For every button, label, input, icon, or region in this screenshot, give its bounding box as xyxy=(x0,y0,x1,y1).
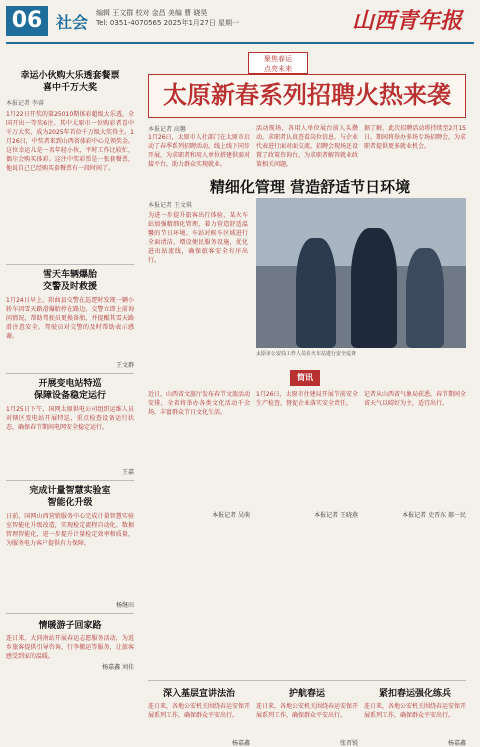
kicker-box: 聚焦春运 点亮未来 xyxy=(248,52,308,74)
article-body: 日前，国网山西营销服务中心完成计量智慧实验室智能化升级改造，实现检定流程自动化、数据管理智能化，进一步提升计量检定效率和质量，为服务电力客户提供有力保障。 xyxy=(6,513,134,547)
footer-title: 深入基层宣讲法治 xyxy=(162,689,235,699)
divider xyxy=(6,613,134,614)
main-body-3: 据了解，此次招聘活动将持续至2月15日，期间将举办多场专场招聘会，为求职者提供更多就业机会。 xyxy=(364,125,467,150)
newspaper-logo: 山西青年报 xyxy=(351,8,462,34)
photo-person xyxy=(406,248,444,348)
main-headline: 太原新春系列招聘火热来袭 xyxy=(148,74,466,118)
article-substation xyxy=(6,378,134,476)
section-title: 社会 xyxy=(56,13,89,32)
photo-caption: 太原市公安局工作人员在火车站进行安全巡查 xyxy=(256,351,357,357)
article-body: 连日来，大同南站开展春运志愿服务活动，为返乡旅客提供引导咨询、行李搬运等服务，让旅客感受到家的温暖。 xyxy=(6,635,134,660)
footer-body: 连日来，各地公安机关围绕春运安保开展系列工作，确保群众平安出行。 xyxy=(148,703,251,719)
masthead-meta xyxy=(96,8,239,28)
article-title: 情暖游子回家路 xyxy=(38,621,102,631)
divider xyxy=(6,373,134,374)
footer-title: 紧扣春运强化练兵 xyxy=(378,689,451,699)
masthead xyxy=(0,0,480,46)
article-body: 1月24日早上，阳曲县交警在巡逻时发现一辆小轿车因雪天路滑爆胎停在路边。交警立即上前询问情况，帮助驾驶员更换备胎，并提醒其雪天路滑注意安全。驾驶员对交警的及时帮助表示感谢。 xyxy=(6,297,134,340)
footer-sign: 张晋锐 xyxy=(339,740,358,747)
footer-article xyxy=(256,686,358,747)
main-article xyxy=(148,124,466,171)
photo-person xyxy=(296,238,336,348)
brief-sign: 本报记者 吴萌 xyxy=(212,512,250,519)
meta-editors: 编辑 王文群 校对 金昌 美编 曹 晓昊 xyxy=(96,9,208,17)
brief-col xyxy=(256,390,358,519)
brief-section xyxy=(148,390,466,519)
footer-sign: 杨嘉鑫 xyxy=(231,740,250,747)
article-body: 1月22日开奖的第25010期体彩超级大乐透，全国开出一等奖6注。其中太原市一位购彩者喜中千万大奖，成为2025年首位千万级大奖得主。1月26日，中奖者来到山西省体彩中心兑领奖金。这位幸运儿是一名年轻小伙，平时工作比较忙，偶尔会购买体彩。这注中奖彩票是一张套餐票，他说自己已经购买套餐票有一段时间了。 xyxy=(6,111,134,172)
sub-headline: 精细化管理 营造舒适节日环境 xyxy=(209,178,411,196)
article-title: 完成计量智慧实验室 智能化升级 xyxy=(29,486,111,508)
article-homecoming xyxy=(6,618,134,671)
footer-body: 连日来，各地公安机关围绕春运安保开展系列工作，确保群众平安出行。 xyxy=(364,703,467,719)
footer-sign: 杨嘉鑫 xyxy=(447,740,466,747)
article-lottery xyxy=(6,48,134,260)
article-rescue xyxy=(6,269,134,369)
news-photo xyxy=(256,198,466,348)
article-sign: 杨嘉鑫 刘佳 xyxy=(102,664,134,671)
article-sign: 王文群 xyxy=(115,362,134,369)
brief-body: 1月26日，太原市住建局开展节前安全生产检查，督促企业落实安全责任。 xyxy=(256,391,358,407)
main-body-1: 1月26日，太原市人社部门在太原市启动了春季系列招聘活动。线上线下同步开展，为求职者和用人单位搭建供需对接平台，助力群众实现就业。 xyxy=(148,134,251,168)
brief-sign: 本报记者 史晋东 郝一民 xyxy=(402,512,466,519)
article-byline: 本报记者 李睿 xyxy=(6,100,44,107)
sub-article xyxy=(148,200,248,371)
article-body: 1月25日下午，国网太原供电公司组织运维人员对辖区变电站开展特巡，重点检查设备运行状态，确保春节期间电网安全稳定运行。 xyxy=(6,406,134,431)
divider xyxy=(6,264,134,265)
footer-articles xyxy=(148,686,466,747)
right-area xyxy=(140,48,474,747)
article-sign: 王嘉 xyxy=(121,469,134,476)
brief-body: 近日，山西省文旅厅发布春节文旅活动安排，全省将举办各类文化活动千余场，丰富群众节日文化生活。 xyxy=(148,391,251,416)
footer-article xyxy=(364,686,466,747)
main-col-1 xyxy=(148,124,250,171)
divider xyxy=(6,480,134,481)
left-column xyxy=(6,48,134,738)
article-sign: 杨继田 xyxy=(115,602,134,609)
brief-col xyxy=(148,390,250,519)
article-lab xyxy=(6,485,134,609)
footer-divider xyxy=(148,680,466,681)
brief-body: 记者从山西省气象局获悉，春节期间全省天气以晴好为主，适宜出行。 xyxy=(364,391,467,407)
brief-sign: 本报记者 王晓燕 xyxy=(314,512,358,519)
main-body-2: 活动现场，各用人单位展台前人头攒动，求职者认真查看岗位信息，与企业代表进行面对面交流。招聘会现场还设置了政策咨询台，为求职者解答就业政策相关问题。 xyxy=(256,125,359,168)
article-title: 开展变电站特巡 保障设备稳定运行 xyxy=(33,379,106,401)
main-col-3 xyxy=(364,124,466,171)
meta-date: Tel: 0351-4070565 2025年1月27日 星期一 xyxy=(96,19,240,27)
photo-person xyxy=(351,228,397,348)
page-number: 06 xyxy=(6,6,48,36)
footer-body: 连日来，各地公安机关围绕春运安保开展系列工作，确保群众平安出行。 xyxy=(256,703,359,719)
article-title: 幸运小伙购大乐透套餐票 喜中千万大奖 xyxy=(20,71,120,93)
brief-badge: 简讯 xyxy=(290,370,320,386)
footer-article xyxy=(148,686,250,747)
article-title: 雪天车辆爆胎 交警及时救援 xyxy=(42,270,97,292)
main-byline: 本报记者 高馨 xyxy=(148,126,186,133)
sub-body: 为进一步提升旅客出行体验，某火车站加强精细化管理，着力营造舒适温馨的节日环境。车站对候车区域进行全面清洁，增设便民服务设施，优化进出站流线，确保旅客安全有序出行。 xyxy=(148,212,248,264)
brief-col xyxy=(364,390,466,519)
main-col-2 xyxy=(256,124,358,171)
footer-title: 护航春运 xyxy=(288,689,325,699)
header-rule xyxy=(6,42,474,44)
sub-byline: 本报记者 王文琪 xyxy=(148,202,192,209)
